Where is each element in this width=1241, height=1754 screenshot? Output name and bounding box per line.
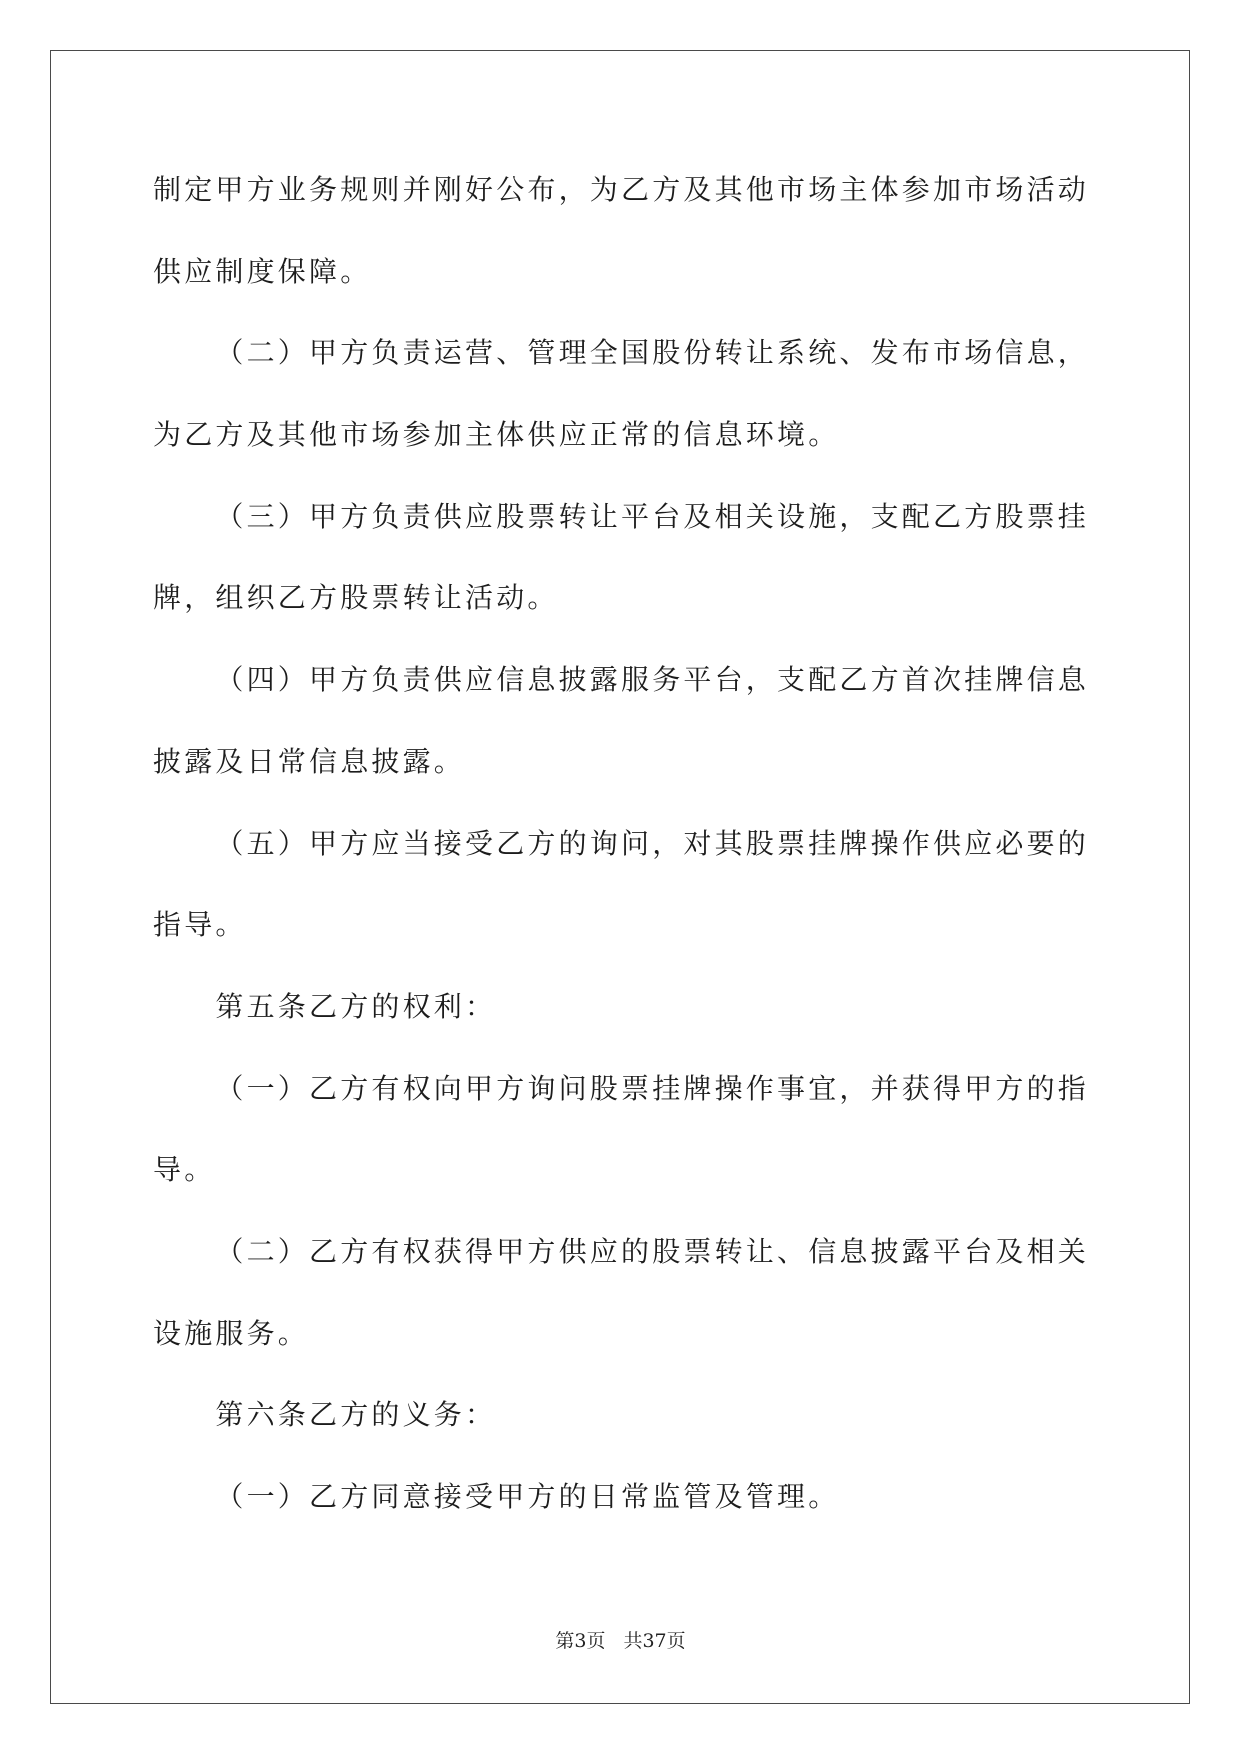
- page-total: 共37页: [623, 1630, 686, 1652]
- paragraph-line: 牌，组织乙方股票转让活动。: [153, 581, 559, 615]
- page-number: 第3页: [555, 1630, 606, 1652]
- article-title: 第六条乙方的义务：: [215, 1398, 497, 1432]
- paragraph-line: （四）甲方负责供应信息披露服务平台，支配乙方首次挂牌信息: [215, 663, 1089, 697]
- rights-item-1: [153, 1048, 1133, 1211]
- article-heading-5: [153, 966, 1133, 1048]
- document-body: [153, 149, 1133, 1538]
- paragraph-line: 设施服务。: [153, 1316, 310, 1350]
- clause-item-4: [153, 639, 1133, 802]
- paragraph-line: （二）乙方有权获得甲方供应的股票转让、信息披露平台及相关: [215, 1234, 1089, 1268]
- paragraph-continuation: [153, 149, 1133, 312]
- obligations-item-1: [153, 1456, 1133, 1538]
- clause-item-5: [153, 803, 1133, 966]
- paragraph-line: 为乙方及其他市场参加主体供应正常的信息环境。: [153, 418, 840, 452]
- clause-item-3: [153, 476, 1133, 639]
- paragraph-line: （三）甲方负责供应股票转让平台及相关设施，支配乙方股票挂: [215, 499, 1089, 533]
- paragraph-line: 导。: [153, 1153, 216, 1187]
- paragraph-line: 供应制度保障。: [153, 254, 372, 288]
- paragraph-line: 披露及日常信息披露。: [153, 744, 466, 778]
- article-title: 第五条乙方的权利：: [215, 989, 497, 1023]
- rights-item-2: [153, 1211, 1133, 1374]
- paragraph-line: （二）甲方负责运营、管理全国股份转让系统、发布市场信息，: [215, 336, 1089, 370]
- paragraph-line: 制定甲方业务规则并刚好公布，为乙方及其他市场主体参加市场活动: [153, 173, 1090, 206]
- paragraph-line: （一）乙方同意接受甲方的日常监管及管理。: [215, 1480, 840, 1513]
- paragraph-line: 指导。: [153, 908, 247, 942]
- page-footer: [0, 1628, 1241, 1654]
- paragraph-line: （五）甲方应当接受乙方的询问，对其股票挂牌操作供应必要的: [215, 826, 1089, 860]
- paragraph-line: （一）乙方有权向甲方询问股票挂牌操作事宜，并获得甲方的指: [215, 1071, 1089, 1105]
- clause-item-2: [153, 312, 1133, 475]
- article-heading-6: [153, 1374, 1133, 1456]
